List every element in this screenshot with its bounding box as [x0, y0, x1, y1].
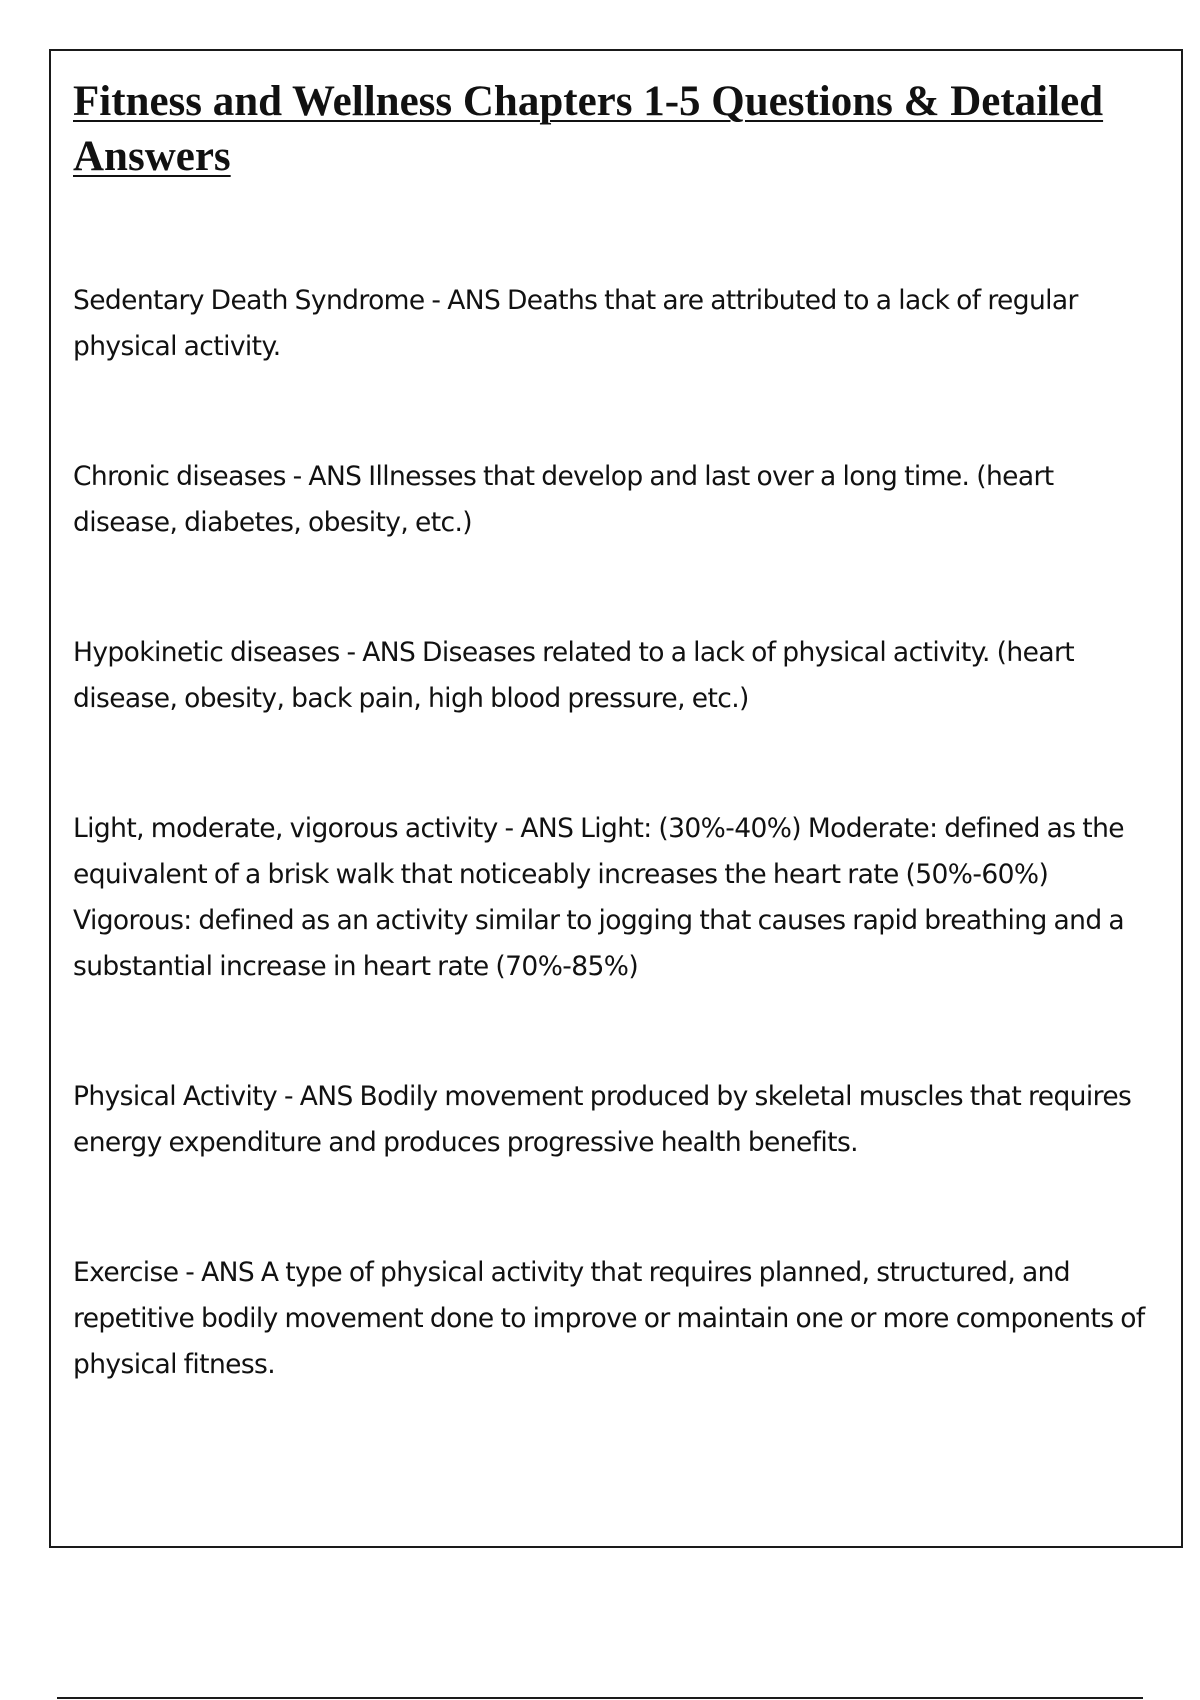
qa-item-physical-activity: Physical Activity - ANS Bodily movement produced by skeletal muscles that requires energy expenditure and produces progressive health benefits. [73, 1081, 1132, 1158]
qa-list [73, 278, 1163, 1472]
footer-divider [57, 1697, 1143, 1699]
qa-item-activity-intensity: Light, moderate, vigorous activity - ANS Light: (30%-40%) Moderate: defined as the equivalent of a brisk walk that noticeably increases the heart rate (50%-60%) Vigorous: defined as an activity similar to jogging that causes rapid breathing and a substantial increase in heart rate (70%-85%) [73, 813, 1125, 982]
qa-item-hypokinetic-diseases: Hypokinetic diseases - ANS Diseases related to a lack of physical activity. (heart disease, obesity, back pain, high blood pressure, etc.) [73, 637, 1075, 714]
qa-item-chronic-diseases: Chronic diseases - ANS Illnesses that develop and last over a long time. (heart disease, diabetes, obesity, etc.) [73, 461, 1054, 538]
qa-item-sedentary-death-syndrome: Sedentary Death Syndrome - ANS Deaths that are attributed to a lack of regular physical activity. [73, 285, 1078, 362]
qa-item-exercise: Exercise - ANS A type of physical activity that requires planned, structured, and repetitive bodily movement done to improve or maintain one or more components of physical fitness. [73, 1257, 1145, 1380]
document-title: Fitness and Wellness Chapters 1-5 Questions & Detailed Answers [73, 78, 1104, 180]
